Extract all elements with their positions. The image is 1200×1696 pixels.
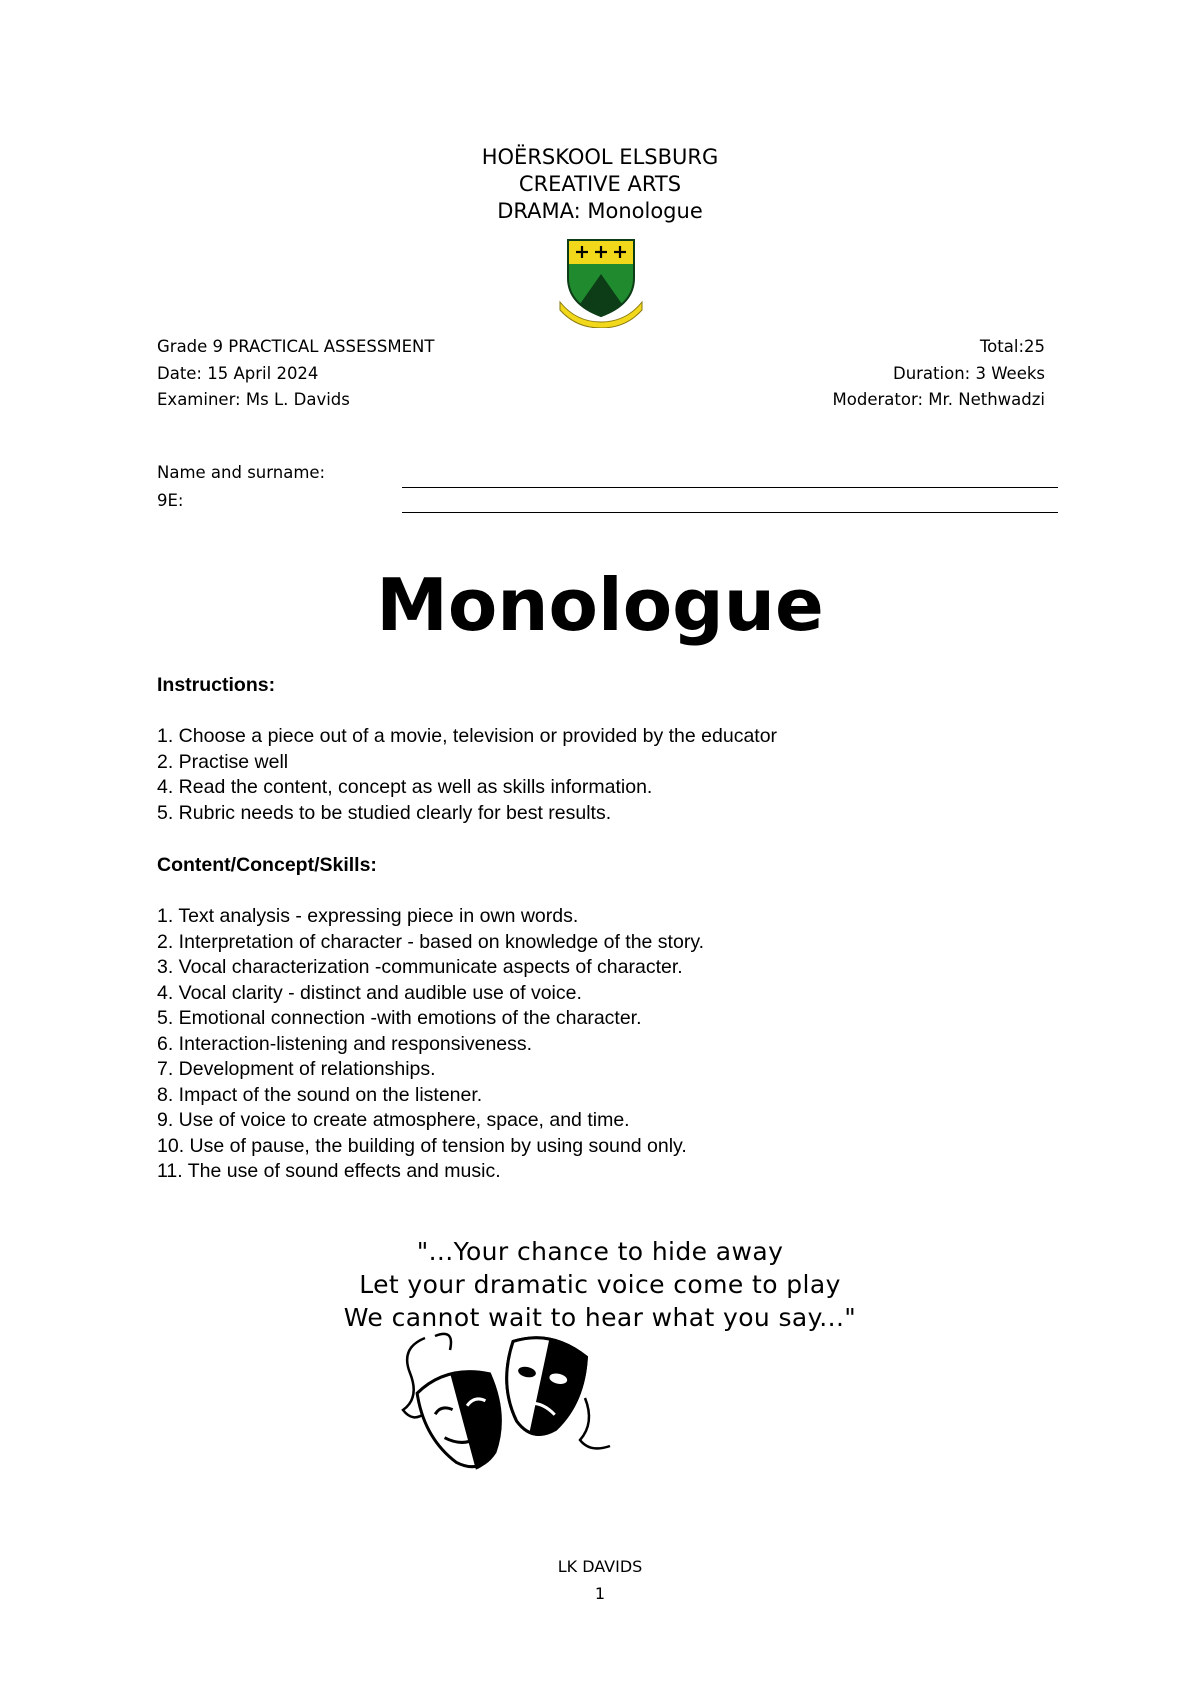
list-item: 2. Practise well <box>157 750 289 773</box>
list-item: 2. Interpretation of character - based on knowledge of the story. <box>157 930 705 953</box>
name-surname-line[interactable] <box>402 487 1058 488</box>
closing-quote <box>0 1235 1200 1334</box>
instructions-list <box>157 724 777 826</box>
instructions-heading: Instructions: <box>157 674 276 696</box>
list-item: 1. Choose a piece out of a movie, television or provided by the educator <box>157 725 778 747</box>
drama-masks-icon <box>395 1328 625 1478</box>
school-name: HOËRSKOOL ELSBURG <box>481 145 719 169</box>
content-heading: Content/Concept/Skills: <box>157 854 377 876</box>
list-item: 10. Use of pause, the building of tension by using sound only. <box>157 1134 687 1157</box>
list-item: 4. Read the content, concept as well as skills information. <box>157 776 653 798</box>
list-item: 1. Text analysis - expressing piece in own words. <box>157 905 579 927</box>
examiner: Examiner: Ms L. Davids <box>157 390 350 409</box>
assessment-type: Grade 9 PRACTICAL ASSESSMENT <box>157 337 435 356</box>
list-item: 5. Rubric needs to be studied clearly for best results. <box>157 801 612 824</box>
moderator: Moderator: Mr. Nethwadzi <box>832 390 1045 409</box>
quote-line: "...Your chance to hide away <box>416 1237 784 1266</box>
page-title: Monologue <box>376 563 824 647</box>
list-item: 11. The use of sound effects and music. <box>157 1160 501 1182</box>
list-item: 9. Use of voice to create atmosphere, space, and time. <box>157 1109 630 1131</box>
assessment-meta <box>157 334 1045 414</box>
school-crest-icon <box>556 238 646 328</box>
name-surname-label: Name and surname: <box>157 463 326 482</box>
list-item: 4. Vocal clarity - distinct and audible use of voice. <box>157 981 582 1004</box>
list-item: 6. Interaction-listening and responsiveness. <box>157 1032 533 1055</box>
list-item: 8. Impact of the sound on the listener. <box>157 1083 483 1106</box>
class-line[interactable] <box>402 512 1058 513</box>
assessment-duration: Duration: 3 Weeks <box>892 363 1045 383</box>
total-marks: Total:25 <box>979 337 1045 356</box>
document-header <box>0 144 1200 225</box>
subject-name: CREATIVE ARTS <box>518 172 682 196</box>
content-list <box>157 904 704 1185</box>
topic-name: DRAMA: Monologue <box>497 199 703 223</box>
list-item: 3. Vocal characterization -communicate aspects of character. <box>157 956 683 978</box>
list-item: 5. Emotional connection -with emotions of the character. <box>157 1007 642 1029</box>
list-item: 7. Development of relationships. <box>157 1058 436 1080</box>
quote-line: We cannot wait to hear what you say..." <box>343 1303 857 1332</box>
quote-line: Let your dramatic voice come to play <box>359 1270 841 1299</box>
footer-author: LK DAVIDS <box>557 1557 643 1576</box>
page-footer <box>0 1553 1200 1607</box>
assessment-date: Date: 15 April 2024 <box>157 363 319 383</box>
class-label: 9E: <box>157 491 184 510</box>
page-number: 1 <box>594 1584 606 1603</box>
